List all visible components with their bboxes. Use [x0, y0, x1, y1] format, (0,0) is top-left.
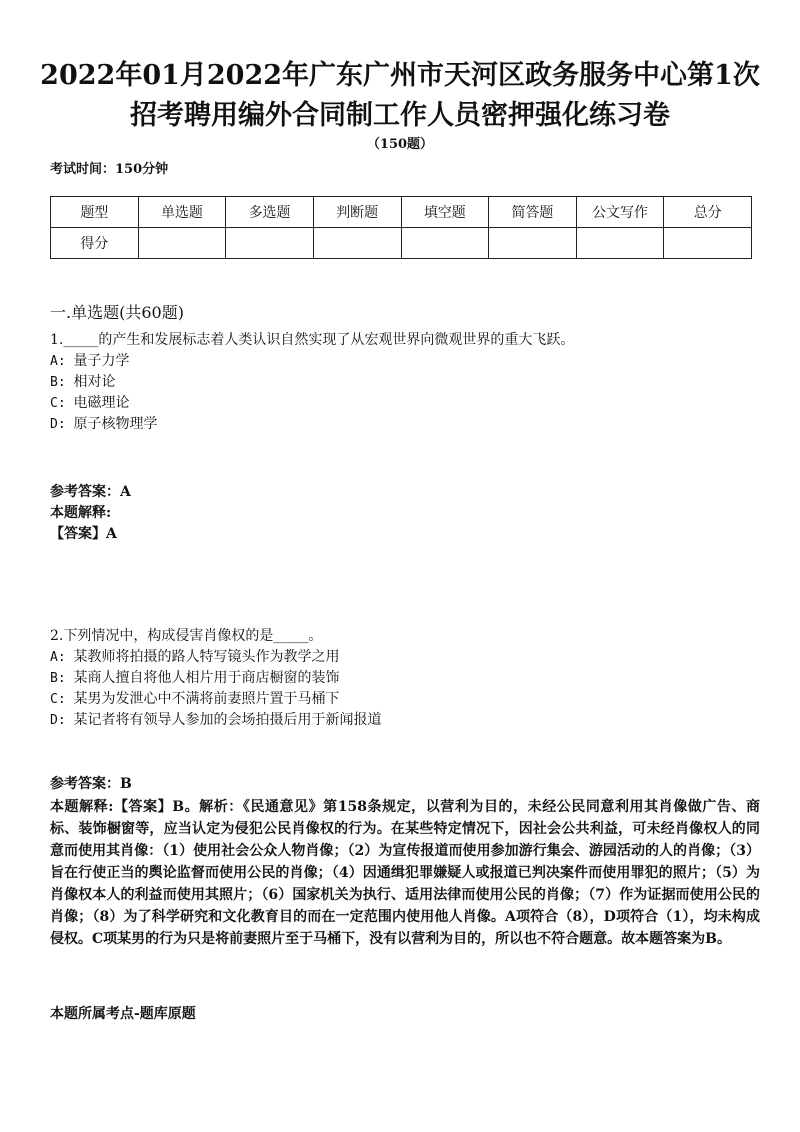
option-letter: C: — [50, 396, 66, 411]
reference-answer: 参考答案：A — [50, 484, 131, 500]
option-letter: B: — [50, 375, 66, 390]
option-text: 某教师将拍摄的路人特写镜头作为教学之用 — [73, 649, 340, 665]
score-cell — [313, 228, 401, 259]
score-header-cell: 总分 — [664, 197, 752, 228]
option-letter: C: — [50, 692, 66, 707]
question-2 — [50, 626, 760, 731]
option-text: 某记者将有领导人参加的会场拍摄后用于新闻报道 — [73, 712, 382, 728]
option-a — [50, 351, 760, 372]
score-header-cell: 填空题 — [401, 197, 489, 228]
score-cell — [664, 228, 752, 259]
option-c — [50, 689, 760, 710]
exam-time: 考试时间：150分钟 — [50, 162, 169, 177]
reference-answer: 参考答案：B — [50, 776, 132, 792]
knowledge-point: 本题所属考点-题库原题 — [50, 1006, 196, 1022]
score-cell — [138, 228, 226, 259]
option-letter: A: — [50, 650, 66, 665]
score-table — [50, 196, 752, 259]
option-b — [50, 372, 760, 393]
explanation-text: 【答案】A — [50, 526, 117, 542]
section-title: 一.单选题(共60题) — [50, 303, 184, 322]
option-d — [50, 710, 760, 731]
question-1 — [50, 330, 760, 435]
question-count: （150题） — [366, 137, 434, 152]
answer-2-label — [50, 774, 760, 795]
explanation-label: 本题解释: — [50, 505, 112, 521]
question-stem: 2.下列情况中，构成侵害肖像权的是_____。 — [50, 628, 323, 644]
option-text: 某男为发泄心中不满将前妻照片置于马桶下 — [73, 691, 340, 707]
score-header-cell: 判断题 — [313, 197, 401, 228]
score-header-cell: 公文写作 — [576, 197, 664, 228]
option-letter: D: — [50, 417, 66, 432]
score-header-cell: 单选题 — [138, 197, 226, 228]
option-d — [50, 414, 760, 435]
option-letter: A: — [50, 354, 66, 369]
score-cell — [401, 228, 489, 259]
score-cell — [489, 228, 577, 259]
page-title: 2022年01月2022年广东广州市天河区政务服务中心第1次招考聘用编外合同制工作人员密押强化练习卷 — [40, 60, 760, 131]
option-a — [50, 647, 760, 668]
score-header-cell: 题型 — [51, 197, 139, 228]
explanation-2 — [50, 796, 760, 950]
score-header-cell: 多选题 — [226, 197, 314, 228]
answer-1 — [50, 482, 760, 545]
score-cell — [576, 228, 664, 259]
score-row-label: 得分 — [51, 228, 139, 259]
option-letter: B: — [50, 671, 66, 686]
explanation-label: 本题解释: — [50, 799, 114, 815]
explanation-text: 【答案】B。解析：《民通意见》第158条规定，以营利为目的，未经公民同意利用其肖像做广告、商标、装饰橱窗等，应当认定为侵犯公民肖像权的行为。在某些特定情况下，因社会公共利益，可未经肖像权人的同意而使用其肖像：（1）使用社会公众人物肖像；（2）为宣传报道而使用参加游行集会、游园活动的人的肖像；（3）旨在行使正当的舆论监督而使用公民的肖像；（4）因通缉犯罪嫌疑人或报道已判决案件而使用罪犯的照片；（5）为肖像权本人的利益而使用其照片；（6）国家机关为执行、适用法律而使用公民的肖像；（7）作为证据而使用公民的肖像；（8）为了科学研究和文化教育目的而在一定范围内使用他人肖像。A项符合（8），D项符合（1），均未构成侵权。C项某男的行为只是将前妻照片至于马桶下，没有以营利为目的，所以也不符合题意。故本题答案为B。 — [50, 799, 760, 947]
score-header-cell: 简答题 — [489, 197, 577, 228]
option-letter: D: — [50, 713, 66, 728]
score-table-score-row — [51, 228, 752, 259]
option-text: 原子核物理学 — [73, 416, 158, 432]
score-cell — [226, 228, 314, 259]
option-b — [50, 668, 760, 689]
score-table-header-row — [51, 197, 752, 228]
option-text: 量子力学 — [73, 353, 130, 369]
option-text: 电磁理论 — [73, 395, 130, 411]
option-text: 某商人擅自将他人相片用于商店橱窗的装饰 — [73, 670, 340, 686]
option-text: 相对论 — [73, 374, 116, 390]
question-stem: 1._____的产生和发展标志着人类认识自然实现了从宏观世界向微观世界的重大飞跃。 — [50, 332, 575, 348]
option-c — [50, 393, 760, 414]
